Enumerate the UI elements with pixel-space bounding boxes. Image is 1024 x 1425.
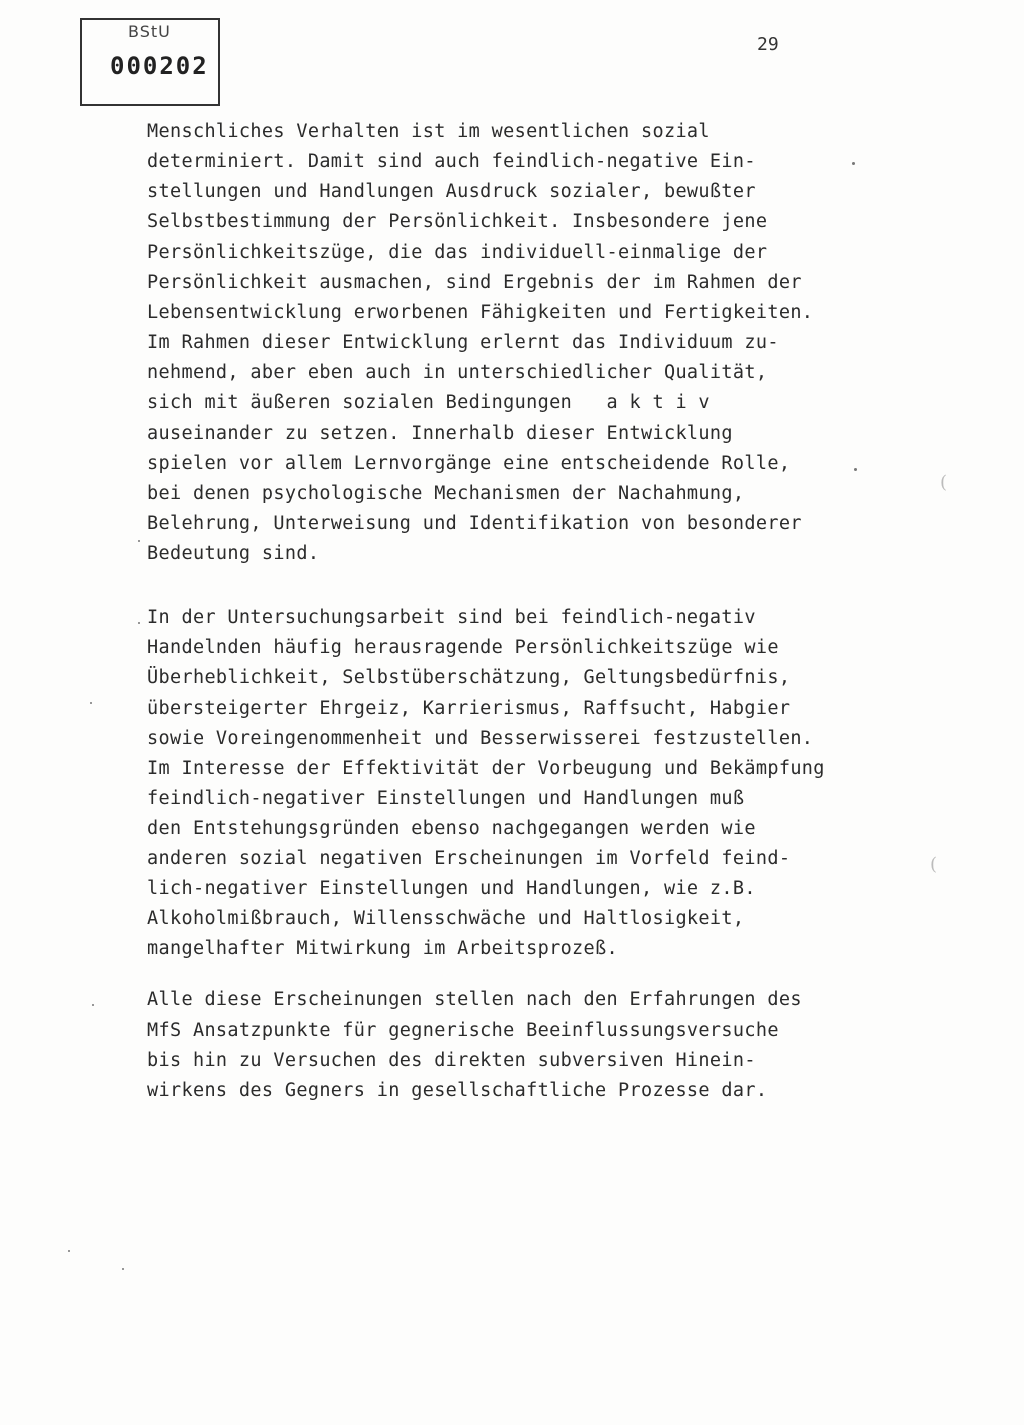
text-line: Überheblichkeit, Selbstüberschätzung, Geltungsbedürfnis, bbox=[147, 667, 791, 688]
text-line: bis hin zu Versuchen des direkten subversiven Hinein- bbox=[147, 1050, 756, 1071]
text-line: bei denen psychologische Mechanismen der Nachahmung, bbox=[147, 483, 745, 504]
text-line: Belehrung, Unterweisung und Identifikation von besonderer bbox=[147, 513, 802, 534]
scan-speck bbox=[90, 702, 92, 704]
archive-stamp bbox=[80, 18, 220, 106]
text-line: determiniert. Damit sind auch feindlich-negative Ein- bbox=[147, 151, 756, 172]
text-line: stellungen und Handlungen Ausdruck sozialer, bewußter bbox=[147, 181, 756, 202]
text-line: sowie Voreingenommenheit und Besserwisserei festzustellen. bbox=[147, 728, 814, 749]
scan-mark: ( bbox=[930, 854, 938, 875]
scan-speck bbox=[852, 162, 855, 165]
text-line: Selbstbestimmung der Persönlichkeit. Insbesondere jene bbox=[147, 211, 768, 232]
text-line: Persönlichkeitszüge, die das individuell-einmalige der bbox=[147, 242, 768, 263]
stamp-label: BStU bbox=[128, 22, 171, 41]
scan-speck bbox=[68, 1250, 70, 1252]
text-line: wirkens des Gegners in gesellschaftliche Prozesse dar. bbox=[147, 1080, 768, 1101]
text-line: anderen sozial negativen Erscheinungen im Vorfeld feind- bbox=[147, 848, 791, 869]
text-line: Bedeutung sind. bbox=[147, 543, 320, 564]
scan-speck bbox=[92, 1004, 94, 1006]
text-line: Alkoholmißbrauch, Willensschwäche und Haltlosigkeit, bbox=[147, 908, 745, 929]
text-line: In der Untersuchungsarbeit sind bei feindlich-negativ bbox=[147, 607, 756, 628]
scan-speck bbox=[138, 540, 140, 542]
page-number: 29 bbox=[757, 34, 779, 55]
text-line: übersteigerter Ehrgeiz, Karrierismus, Raffsucht, Habgier bbox=[147, 698, 791, 719]
stamp-number: 000202 bbox=[110, 52, 209, 80]
text-line: Persönlichkeit ausmachen, sind Ergebnis der im Rahmen der bbox=[147, 272, 802, 293]
text-line: Im Interesse der Effektivität der Vorbeugung und Bekämpfung bbox=[147, 758, 825, 779]
text-line: mangelhafter Mitwirkung im Arbeitsprozeß. bbox=[147, 938, 619, 959]
text-line: Lebensentwicklung erworbenen Fähigkeiten und Fertigkeiten. bbox=[147, 302, 814, 323]
text-line: Handelnden häufig herausragende Persönlichkeitszüge wie bbox=[147, 637, 779, 658]
text-line: nehmend, aber eben auch in unterschiedlicher Qualität, bbox=[147, 362, 768, 383]
scan-speck bbox=[138, 622, 140, 624]
text-line: Alle diese Erscheinungen stellen nach den Erfahrungen des bbox=[147, 989, 802, 1010]
text-line: MfS Ansatzpunkte für gegnerische Beeinflussungsversuche bbox=[147, 1020, 779, 1041]
text-line: den Entstehungsgründen ebenso nachgegangen werden wie bbox=[147, 818, 756, 839]
scan-speck bbox=[854, 468, 857, 471]
text-line: Im Rahmen dieser Entwicklung erlernt das Individuum zu- bbox=[147, 332, 779, 353]
scan-speck bbox=[122, 1268, 124, 1270]
text-line: lich-negativer Einstellungen und Handlungen, wie z.B. bbox=[147, 878, 756, 899]
text-line: auseinander zu setzen. Innerhalb dieser Entwicklung bbox=[147, 423, 733, 444]
text-line: spielen vor allem Lernvorgänge eine entscheidende Rolle, bbox=[147, 453, 791, 474]
text-line: Menschliches Verhalten ist im wesentlichen sozial bbox=[147, 121, 710, 142]
scan-mark: ( bbox=[940, 472, 948, 493]
text-line: feindlich-negativer Einstellungen und Handlungen muß bbox=[147, 788, 745, 809]
text-line: sich mit äußeren sozialen Bedingungen a k t i v bbox=[147, 392, 710, 413]
